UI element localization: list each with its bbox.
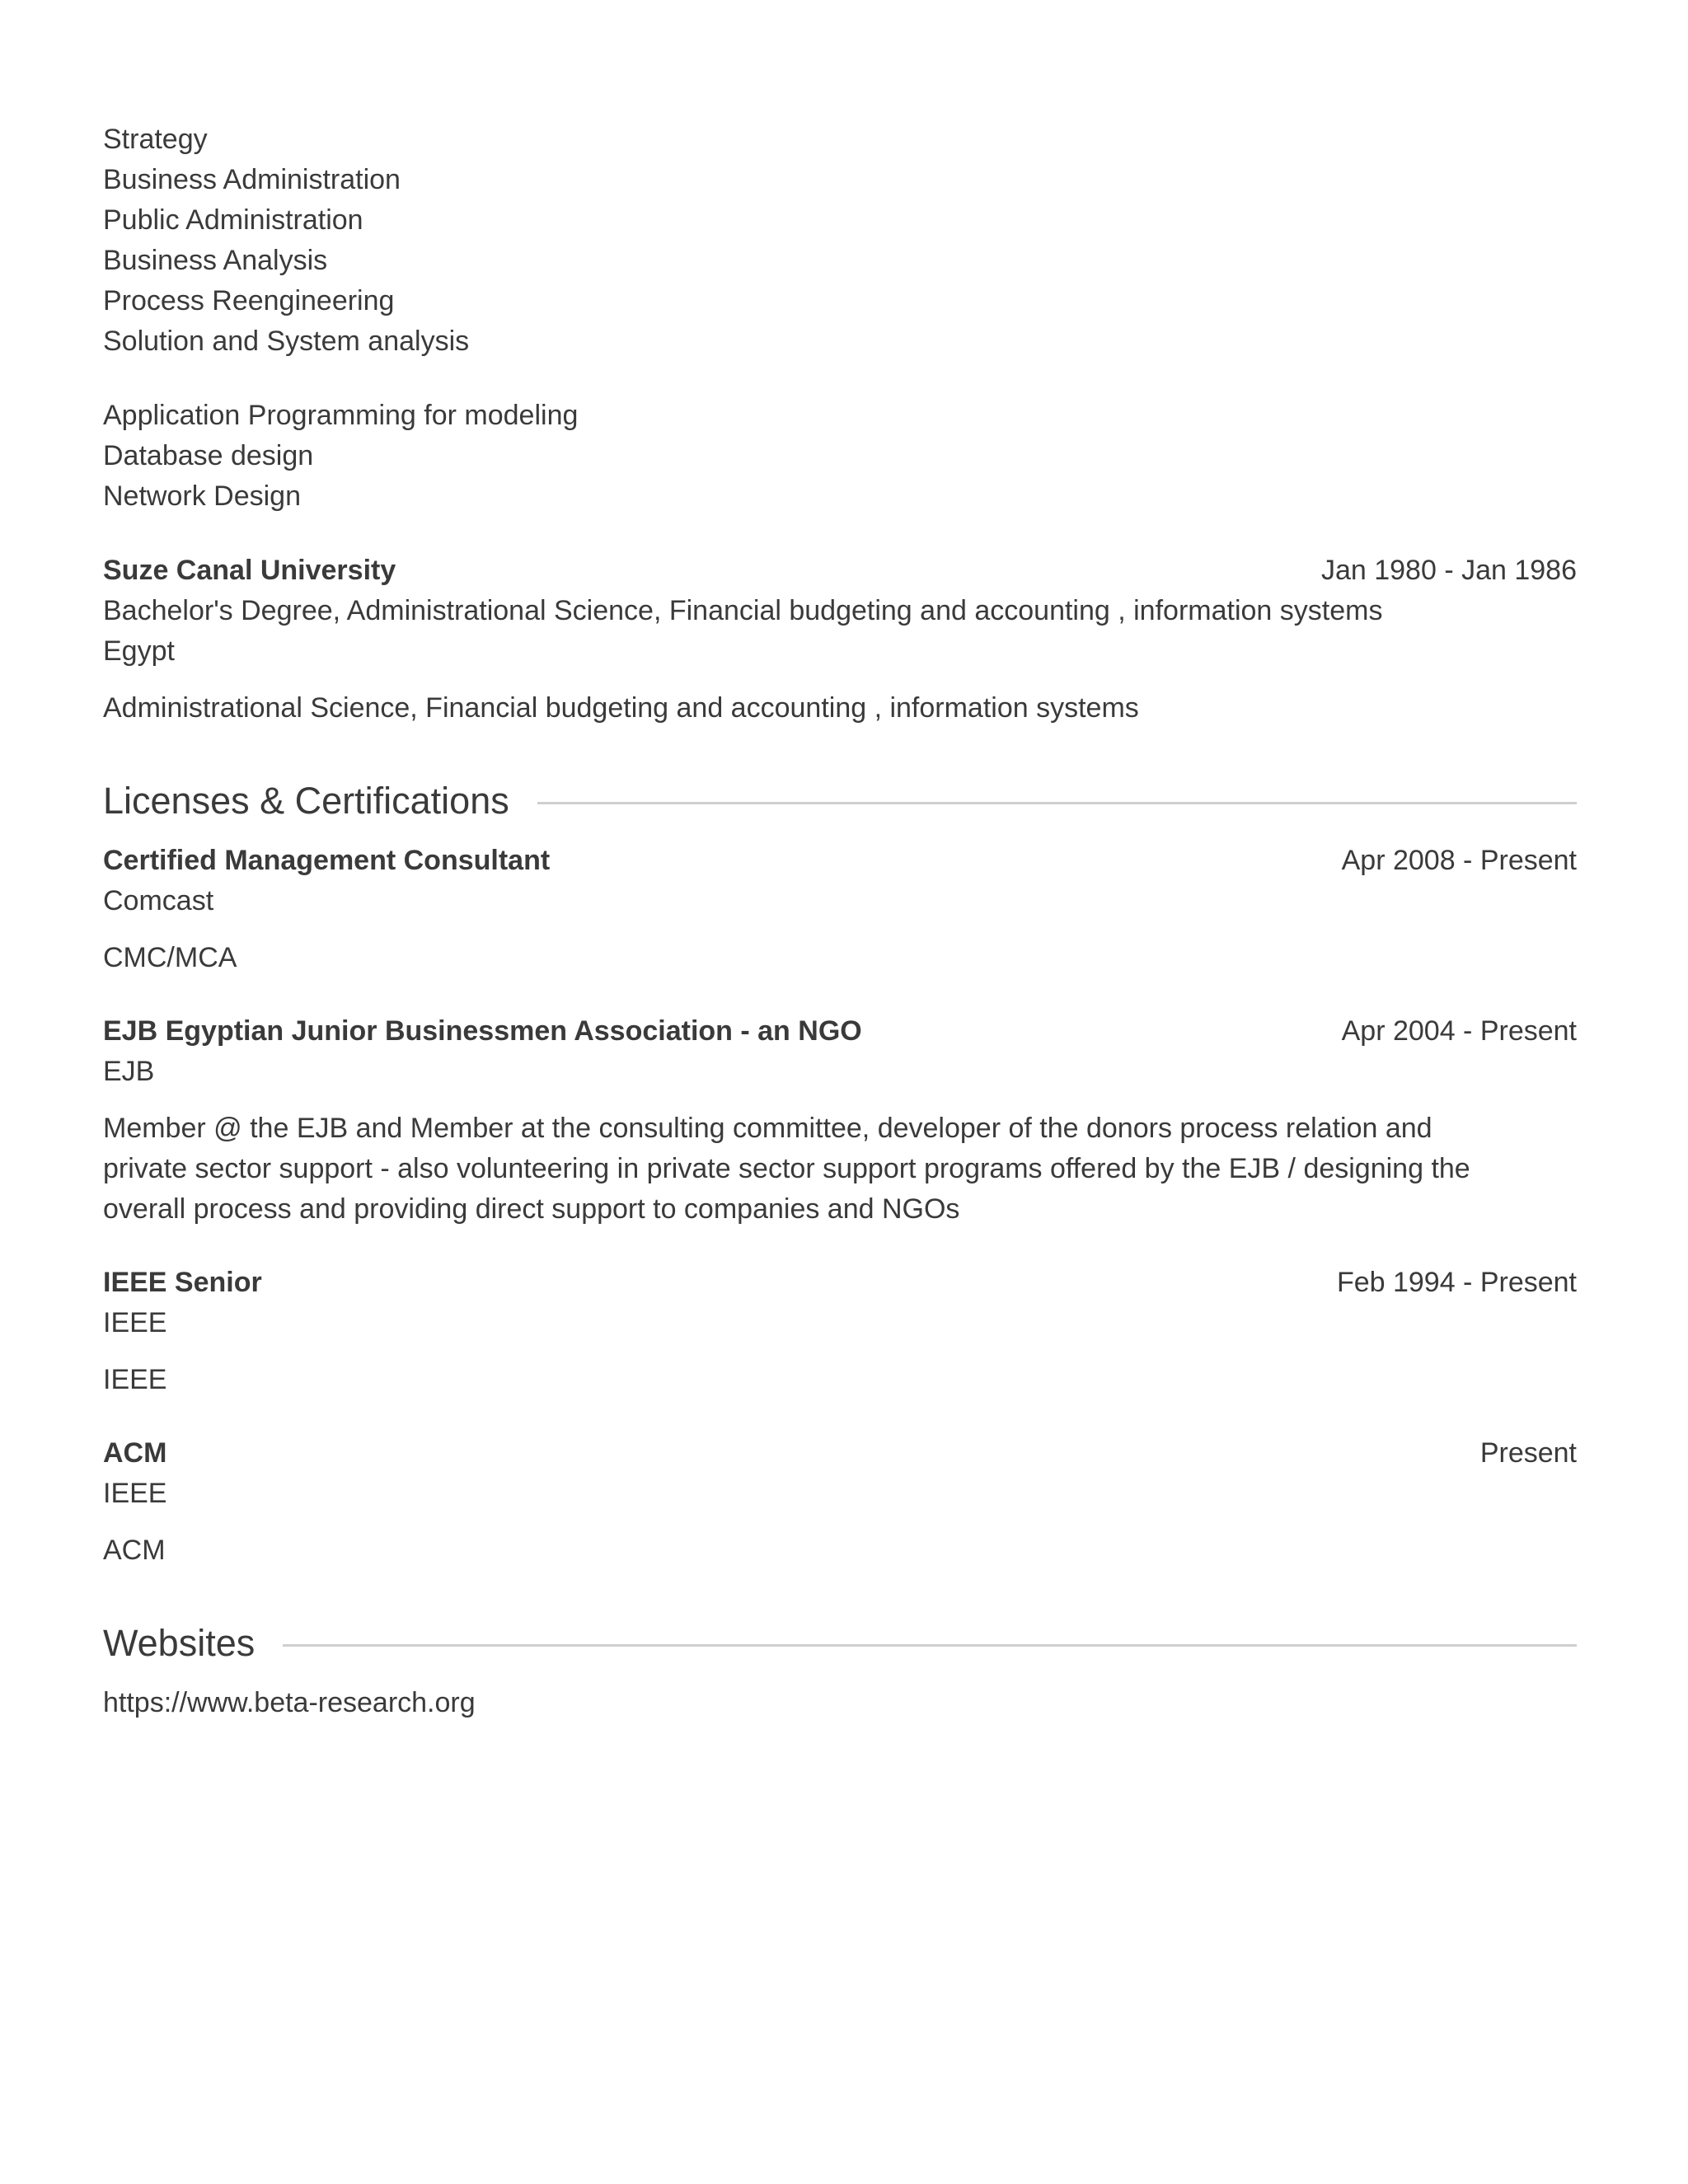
certification-entry [103,1433,1577,1571]
section-divider [537,802,1577,804]
skill-item: Process Reengineering [103,285,395,316]
certification-dates: Apr 2004 - Present [1341,1015,1577,1047]
certification-title: EJB Egyptian Junior Businessmen Association - an NGO [103,1015,862,1047]
website-link[interactable]: https://www.beta-research.org [103,1687,476,1718]
certification-dates: Present [1479,1437,1577,1469]
certification-issuer: IEEE [103,1478,167,1509]
skill-item: Network Design [103,480,301,512]
certification-title: Certified Management Consultant [103,845,551,876]
skill-item: Database design [103,440,314,471]
skill-item: Business Analysis [103,245,328,276]
education-location: Egypt [103,635,175,667]
skills-list-technical [103,396,1577,517]
certification-header [103,841,1577,881]
certification-dates: Apr 2008 - Present [1341,845,1577,876]
certification-header [103,1433,1577,1474]
education-school: Suze Canal University [103,555,396,586]
certifications-section-heading [103,776,1577,826]
skill-item: Business Administration [103,164,401,195]
skill-item: Public Administration [103,204,363,236]
education-header [103,551,1577,591]
skill-item: Application Programming for modeling [103,400,579,431]
certification-header [103,1263,1577,1303]
skill-item: Solution and System analysis [103,326,470,357]
skills-list-primary [103,120,1577,362]
skill-item: Strategy [103,124,208,155]
education-description: Administrational Science, Financial budgeting and accounting , information systems [103,692,1139,724]
certification-header [103,1011,1577,1052]
certification-issuer: EJB [103,1056,155,1087]
certification-title: IEEE Senior [103,1267,262,1298]
education-dates: Jan 1980 - Jan 1986 [1320,555,1577,586]
certification-issuer: Comcast [103,885,214,916]
certification-entry [103,841,1577,978]
certification-entry [103,1011,1577,1230]
section-title: Licenses & Certifications [103,780,509,822]
education-degree: Bachelor's Degree, Administrational Science, Financial budgeting and accounting , information systems [103,595,1383,626]
description-line: Member @ the EJB and Member at the consulting committee, developer of the donors process relation and [103,1113,1432,1144]
description-line: overall process and providing direct support to companies and NGOs [103,1193,960,1225]
certification-description: IEEE [103,1364,167,1395]
certification-description: CMC/MCA [103,942,237,973]
certification-description [103,1108,1577,1230]
description-line: private sector support - also volunteering in private sector support programs offered by the EJB / designing the [103,1153,1470,1184]
certification-issuer: IEEE [103,1307,167,1338]
certification-dates: Feb 1994 - Present [1336,1267,1577,1298]
certification-title: ACM [103,1437,167,1469]
section-divider [283,1644,1577,1647]
section-title: Websites [103,1622,256,1664]
education-entry [103,551,1577,729]
websites-list [103,1683,1577,1723]
certification-description: ACM [103,1535,166,1566]
websites-section-heading [103,1619,1577,1668]
certification-entry [103,1263,1577,1400]
resume-page [103,120,1577,1723]
